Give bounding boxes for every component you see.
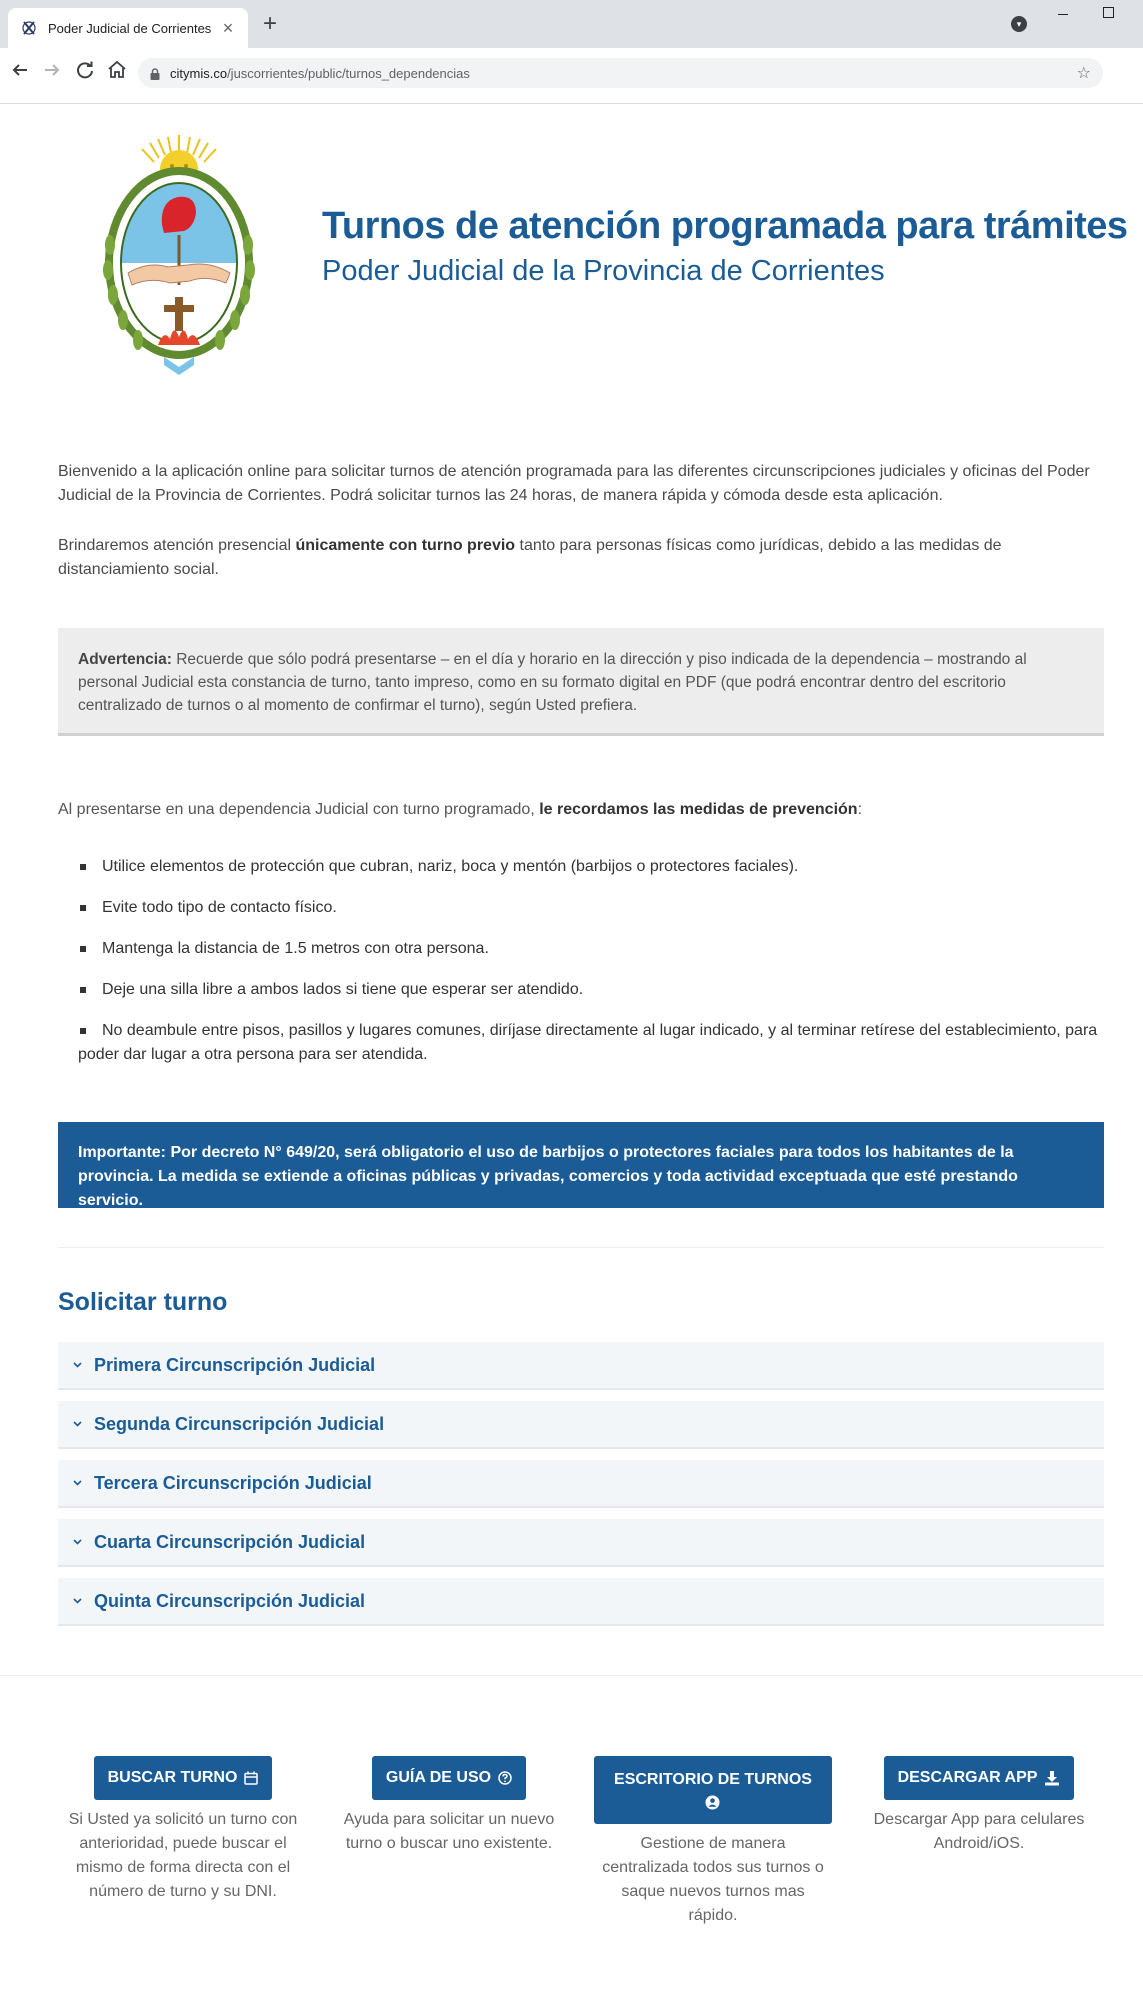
chevron-down-icon [72,1360,82,1370]
accordion-item-quinta[interactable] [58,1578,1104,1626]
profile-icon[interactable]: ▾ [1011,16,1027,32]
intro-paragraph-notice: Brindaremos atención presencial únicamente con turno previo tanto para personas físicas como jurídicas, debido a las medidas de distanciamiento social. [58,537,1002,578]
browser-toolbar [0,48,1143,104]
accordion-label: Tercera Circunscripción Judicial [94,1472,372,1493]
warning-text: Recuerde que sólo podrá presentarse – en el día y horario en la dirección y piso indicada de la dependencia – mostrando al personal Judicial esta constancia de turno, tanto impreso, como en su formato digital en PDF (que podrá encontrar dentro del escritorio centralizado de turnos o al momento de confirmar el turno), según Usted prefiera. [78,651,1027,714]
escritorio-de-turnos-button[interactable]: ESCRITORIO DE TURNOS [594,1756,832,1824]
user-circle-icon [705,1795,720,1810]
prevention-list [58,855,1104,1084]
close-tab-icon[interactable]: × [222,18,234,38]
section-divider [58,1247,1104,1248]
bookmark-star-icon[interactable]: ☆ [1076,65,1091,82]
descargar-app-description: Descargar App para celulares Android/iOS. [873,1811,1085,1852]
buscar-turno-description: Si Usted ya solicitó un turno con anterioridad, puede buscar el mismo de forma directa con el número de turno y su DNI. [68,1811,298,1900]
guia-de-uso-button[interactable]: GUÍA DE USO [372,1756,526,1800]
action-escritorio-de-turnos [588,1756,838,1928]
warning-box [58,628,1104,736]
accordion-item-primera[interactable] [58,1342,1104,1390]
prevention-intro: Al presentarse en una dependencia Judicial con turno programado, le recordamos las medidas de prevención: [58,801,863,818]
list-item: Evite todo tipo de contacto físico. [58,896,1104,920]
page-subtitle: Poder Judicial de la Provincia de Corrientes [322,255,885,287]
url-text: citymis.co/juscorrientes/public/turnos_dependencias [170,65,470,81]
list-item: Deje una silla libre a ambos lados si tiene que esperar ser atendido. [58,978,1104,1002]
list-item: No deambule entre pisos, pasillos y lugares comunes, diríjase directamente al lugar indicado, y al terminar retírese del establecimiento, para poder dar lugar a otra persona para ser atendida. [78,1022,1098,1063]
escritorio-de-turnos-description: Gestione de manera centralizada todos sus turnos o saque nuevos turnos mas rápido. [602,1835,824,1924]
warning-label: Advertencia: [78,651,172,668]
important-text: Por decreto N° 649/20, será obligatorio el uso de barbijos o protectores faciales para todos los habitantes de la provincia. La medida se extiende a oficinas públicas y privadas, comercios y toda actividad exceptuada que esté prestando servicio. [78,1144,1018,1209]
browser-tab-strip [0,0,1143,48]
quick-actions [58,1756,1104,1976]
page-title: Turnos de atención programada para trámites [322,205,1128,247]
calendar-icon [244,1771,258,1785]
buscar-turno-button[interactable]: BUSCAR TURNO [94,1756,273,1800]
important-label: Importante: [78,1144,166,1161]
bullet-icon [80,905,86,911]
new-tab-icon[interactable]: + [262,10,277,37]
chevron-down-icon [72,1537,82,1547]
footer-divider [0,1675,1143,1676]
accordion-label: Cuarta Circunscripción Judicial [94,1531,366,1552]
list-item: Utilice elementos de protección que cubran, nariz, boca y mentón (barbijos o protectores faciales). [58,855,1104,879]
site-favicon-icon [20,19,38,37]
bullet-icon [80,864,86,870]
bullet-icon [80,987,86,993]
chevron-down-icon [72,1419,82,1429]
bullet-icon [80,946,86,952]
action-guia-de-uso [324,1756,574,1856]
accordion-item-segunda[interactable] [58,1401,1104,1449]
home-icon[interactable] [105,58,129,82]
accordion-label: Primera Circunscripción Judicial [94,1354,376,1375]
back-arrow-icon[interactable] [8,58,32,82]
accordion-label: Segunda Circunscripción Judicial [94,1413,385,1434]
guia-de-uso-description: Ayuda para solicitar un nuevo turno o buscar uno existente. [343,1811,555,1852]
intro-paragraph: Bienvenido a la aplicación online para solicitar turnos de atención programada para las diferentes circunscripciones judiciales y oficinas del Poder Judicial de la Provincia de Corrientes. Podrá solicitar turnos las 24 horas, de manera rápida y cómoda desde esta aplicación. [58,463,1090,504]
lock-icon [150,67,160,79]
chevron-down-icon [72,1596,82,1606]
important-notice [58,1122,1104,1208]
coat-of-arms-logo [98,135,260,375]
forward-arrow-icon[interactable] [40,58,64,82]
accordion-label: Quinta Circunscripción Judicial [94,1590,366,1611]
bullet-icon [80,1028,86,1034]
browser-tab[interactable] [8,8,248,48]
intro-text [58,460,1104,608]
maximize-window-icon[interactable] [1103,7,1114,18]
minimize-window-icon[interactable] [1054,4,1076,24]
question-circle-icon [498,1771,512,1785]
circunscripciones-accordion [58,1342,1104,1637]
action-descargar-app [854,1756,1104,1856]
solicitar-turno-heading: Solicitar turno [58,1288,228,1316]
address-bar[interactable] [138,58,1103,88]
chevron-down-icon [72,1478,82,1488]
list-item: Mantenga la distancia de 1.5 metros con otra persona. [58,937,1104,961]
tab-title: Poder Judicial de Corrientes [48,20,212,36]
accordion-item-tercera[interactable] [58,1460,1104,1508]
descargar-app-button[interactable]: DESCARGAR APP [884,1756,1075,1800]
reload-icon[interactable] [73,58,97,82]
download-icon [1044,1770,1060,1786]
action-buscar-turno [58,1756,308,1904]
accordion-item-cuarta[interactable] [58,1519,1104,1567]
page-header [0,105,1143,405]
